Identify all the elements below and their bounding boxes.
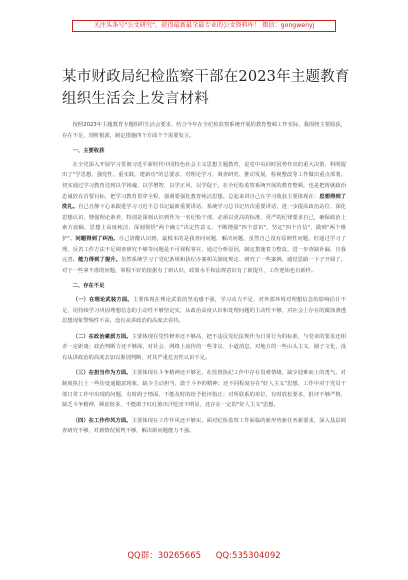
gains-text-1: 在全党深入开展学习贯彻习近平新时代中国特色社会主义思想主题教育，是党中央回时因势作出的重大决策，科明提出了"学思想、强党性、重实践、建新功"的总要求，对理论学习、调查研究、推动发展、检视整改等工作做出重点部署。切实通过学习教育达到以学铸魂、以学增智、以学正风、以学促干。在全纪检监察系统开展的教育整顿，也是把铸就政治忠诚放在首要目标，把学习教育贯穿全程，强调要强化教育纯洁思想。总起来讲自己在学习收获主要体现在： xyxy=(62,161,346,200)
shortcoming-text: 主要体现在工作作风还不够实。面对纪检监察工作面临的新形势新任务新要求，深入基层调查研究不够，对新情况预判不够，解决新问题能力不强。 xyxy=(62,417,346,435)
footer-qq: QQ:535304092 xyxy=(215,551,281,561)
footer-qq-group: QQ群：30265665 xyxy=(127,551,202,561)
gains-bold-1: 思想得到了洗礼。 xyxy=(62,193,346,211)
shortcoming-lead: （三）在担当作为方面。 xyxy=(72,370,132,377)
shortcoming-paragraph xyxy=(62,416,346,437)
intro-paragraph: 按照2023年主题教育专题组织生活会要求，结合今年在全纪检监察系统开展的教育整顿工作实际，我围绕主要收获，存在不足，剖析根源，制定措施四个方面个个需要发言。 xyxy=(62,122,346,139)
section-heading-shortcomings: 二、存在不足 xyxy=(72,283,105,290)
gains-text-2: 自己自静下心来跟进学习习近平总书记最新重要讲话、系统学习总书记历次重要讲话，进一步提高政治站位、深化思想认识，增强理论素养，特别是深刻认识到作为一名纪检干部，必须以更高的标准、更严的纪律要求自己，确保政治上素方底稿、思想上高度纯洁，深刻领悟"两个确立"决定性意义，不断增强"四个意识"，坚定"四个自信"，做到"两个维护"。 xyxy=(62,204,346,242)
gains-bold-3: 能力得到了提升。 xyxy=(78,257,121,264)
section-heading-gains: 一、主要收获 xyxy=(72,148,105,155)
shortcoming-text: 主要体现在党性修养还不够高，把不违反党纪法规作为日常行为的标准，与党章的要求还相差一定距离；政治判断力还不够深，对社会、网络上流传的一些非议、小道消息，对地方的一些山头主义、圈子文化，没有从讲政治的高度去加以鉴别判断，对其严重危害性认识不足。 xyxy=(62,333,346,361)
header-banner[interactable]: 关注头条号"公文研究"，获得最新最全最专业的公文资料库！ 微信：gongwenyj xyxy=(72,20,336,32)
shortcoming-paragraph xyxy=(62,332,346,364)
gains-text-3: 自己清醒认识到，最根本的是我查问问题、解决问题，虽然自己没有原则性问题，但通过学习了理、反省工作方法不足调查研究不够等问题是不可视程客在，通过分析原因，制定措施着力整改，进一步查缺补漏，自我完善。 xyxy=(62,235,346,264)
shortcoming-lead: （一）在理论武装方面。 xyxy=(72,296,133,303)
shortcoming-lead: （四）在工作作风方面。 xyxy=(72,417,132,424)
document-body xyxy=(62,120,346,538)
shortcoming-paragraph xyxy=(62,368,346,410)
shortcoming-paragraph xyxy=(62,295,346,327)
gains-bold-2: 问题得到了纠治。 xyxy=(75,235,119,242)
shortcoming-text: 主要体现在斗争精神还不够足，在监督执纪工作中存在畏难情绪，缺少迎难而上的勇气，对制度执行上一些坊变通随意现象，缺少主动担当，敢于斗争的精神；还不同程度存在"好人主义"思想，工作中对于党员干部日常工作中出现的问题，有时碍于情面，不能及时的给予批评指正；对所联系的单位，有时放松要求，批评不够严格，缺乏斗争精神，顾虑较多，不能敢于红红脸出汗吃害不明显，还存在一定的"好人主义"思想。 xyxy=(62,370,346,409)
shortcoming-lead: （二）在政治素质方面。 xyxy=(72,333,132,340)
gains-paragraph xyxy=(62,160,346,277)
shortcoming-text: 主要体现在理论武装的坚追感不强，学习动力不足，对外部环境对理想信念的影响估计不足，用持续学习巩固理想信念的主动性不够坚定实，从政治高度认识和处理问题的主动性不够，对社会上存在的腐蚀渗透思想现象警惕性不高，没有从讲政治的高度去看待。 xyxy=(62,296,346,325)
gains-text-4: 虽然系统学习了党纪条规和执纪办案相关制度规定、研究了一些案例，感觉思路一下子开阔了，对于一些拿不准的问题，掌握不好的依据有了新认识，政策水平和法规意识有了新提升，工作迎始也有新样。 xyxy=(62,257,346,274)
document-title: 某市财政局纪检监察干部在2023年主题教育组织生活会上发言材料 xyxy=(62,69,350,107)
footer-contact xyxy=(0,549,408,561)
